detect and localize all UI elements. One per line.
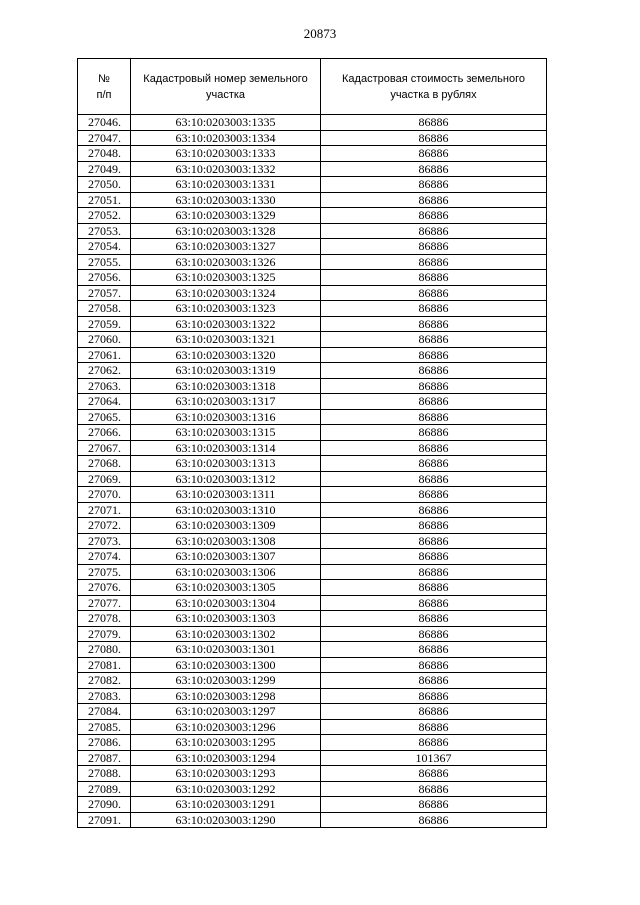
cadastral-number-cell: 63:10:0203003:1322 [131, 316, 321, 332]
cadastral-value-cell: 86886 [321, 192, 547, 208]
table-row [78, 719, 547, 735]
cadastral-value-cell: 86886 [321, 626, 547, 642]
cadastral-value-cell: 86886 [321, 518, 547, 534]
table-row [78, 595, 547, 611]
cadastral-value-cell: 86886 [321, 146, 547, 162]
row-number-cell: 27062. [78, 363, 131, 379]
cadastral-value-cell: 86886 [321, 425, 547, 441]
row-number-cell: 27060. [78, 332, 131, 348]
cadastral-number-cell: 63:10:0203003:1321 [131, 332, 321, 348]
table-row [78, 549, 547, 565]
cadastral-value-cell: 86886 [321, 812, 547, 828]
row-number-cell: 27051. [78, 192, 131, 208]
table-row [78, 642, 547, 658]
cadastral-value-cell: 86886 [321, 177, 547, 193]
cadastral-value-cell: 86886 [321, 533, 547, 549]
row-number-cell: 27085. [78, 719, 131, 735]
row-number-cell: 27087. [78, 750, 131, 766]
row-number-cell: 27061. [78, 347, 131, 363]
cadastral-value-cell: 86886 [321, 161, 547, 177]
table-row [78, 456, 547, 472]
cadastral-value-cell: 86886 [321, 332, 547, 348]
row-number-cell: 27049. [78, 161, 131, 177]
table-row [78, 115, 547, 131]
cadastral-number-cell: 63:10:0203003:1332 [131, 161, 321, 177]
cadastral-value-cell: 86886 [321, 347, 547, 363]
cadastral-number-cell: 63:10:0203003:1293 [131, 766, 321, 782]
table-row [78, 223, 547, 239]
table-row [78, 657, 547, 673]
cadastral-number-cell: 63:10:0203003:1301 [131, 642, 321, 658]
cadastral-number-cell: 63:10:0203003:1316 [131, 409, 321, 425]
table-body [78, 115, 547, 828]
cadastral-number-cell: 63:10:0203003:1334 [131, 130, 321, 146]
cadastral-value-cell: 86886 [321, 471, 547, 487]
table-row [78, 378, 547, 394]
table-row [78, 518, 547, 534]
cadastral-number-cell: 63:10:0203003:1313 [131, 456, 321, 472]
cadastral-value-cell: 86886 [321, 766, 547, 782]
table-row [78, 409, 547, 425]
table-row [78, 580, 547, 596]
table-row [78, 812, 547, 828]
table-row [78, 611, 547, 627]
table-row [78, 270, 547, 286]
page-number: 20873 [303, 26, 337, 41]
row-number-cell: 27072. [78, 518, 131, 534]
row-number-cell: 27055. [78, 254, 131, 270]
cadastral-number-cell: 63:10:0203003:1308 [131, 533, 321, 549]
cadastral-value-cell: 86886 [321, 254, 547, 270]
cadastral-number-cell: 63:10:0203003:1335 [131, 115, 321, 131]
cadastral-value-cell: 86886 [321, 657, 547, 673]
row-number-cell: 27071. [78, 502, 131, 518]
cadastral-number-cell: 63:10:0203003:1307 [131, 549, 321, 565]
header-cadastral-number-text: Кадастровый номер земельного участка [143, 72, 308, 101]
cadastral-number-cell: 63:10:0203003:1297 [131, 704, 321, 720]
table-row [78, 177, 547, 193]
row-number-cell: 27082. [78, 673, 131, 689]
table-row [78, 502, 547, 518]
row-number-cell: 27058. [78, 301, 131, 317]
cadastral-number-cell: 63:10:0203003:1303 [131, 611, 321, 627]
cadastral-value-cell: 86886 [321, 781, 547, 797]
cadastral-number-cell: 63:10:0203003:1320 [131, 347, 321, 363]
cadastral-number-cell: 63:10:0203003:1315 [131, 425, 321, 441]
cadastral-number-cell: 63:10:0203003:1311 [131, 487, 321, 503]
cadastral-number-cell: 63:10:0203003:1305 [131, 580, 321, 596]
cadastral-value-cell: 86886 [321, 704, 547, 720]
cadastral-number-cell: 63:10:0203003:1325 [131, 270, 321, 286]
row-number-cell: 27050. [78, 177, 131, 193]
row-number-cell: 27073. [78, 533, 131, 549]
cadastral-number-cell: 63:10:0203003:1329 [131, 208, 321, 224]
table-row [78, 254, 547, 270]
row-number-cell: 27084. [78, 704, 131, 720]
table-row [78, 394, 547, 410]
row-number-cell: 27079. [78, 626, 131, 642]
row-number-cell: 27046. [78, 115, 131, 131]
cadastral-number-cell: 63:10:0203003:1330 [131, 192, 321, 208]
cadastral-number-cell: 63:10:0203003:1294 [131, 750, 321, 766]
cadastral-number-cell: 63:10:0203003:1312 [131, 471, 321, 487]
row-number-cell: 27056. [78, 270, 131, 286]
cadastral-number-cell: 63:10:0203003:1296 [131, 719, 321, 735]
cadastral-number-cell: 63:10:0203003:1319 [131, 363, 321, 379]
row-number-cell: 27075. [78, 564, 131, 580]
table-row [78, 161, 547, 177]
table-row [78, 735, 547, 751]
cadastral-value-cell: 86886 [321, 285, 547, 301]
cadastral-number-cell: 63:10:0203003:1306 [131, 564, 321, 580]
table-row [78, 347, 547, 363]
table-row [78, 440, 547, 456]
cadastral-number-cell: 63:10:0203003:1318 [131, 378, 321, 394]
cadastral-value-cell: 86886 [321, 611, 547, 627]
cadastral-value-cell: 86886 [321, 487, 547, 503]
table-row [78, 688, 547, 704]
row-number-cell: 27064. [78, 394, 131, 410]
cadastral-number-cell: 63:10:0203003:1324 [131, 285, 321, 301]
cadastral-value-cell: 86886 [321, 394, 547, 410]
cadastral-value-cell: 86886 [321, 688, 547, 704]
row-number-cell: 27090. [78, 797, 131, 813]
row-number-cell: 27052. [78, 208, 131, 224]
cadastral-number-cell: 63:10:0203003:1309 [131, 518, 321, 534]
cadastral-value-cell: 86886 [321, 378, 547, 394]
cadastral-value-cell: 86886 [321, 301, 547, 317]
table-row [78, 673, 547, 689]
cadastral-value-cell: 86886 [321, 270, 547, 286]
row-number-cell: 27048. [78, 146, 131, 162]
row-number-cell: 27066. [78, 425, 131, 441]
table-row [78, 363, 547, 379]
row-number-cell: 27074. [78, 549, 131, 565]
table-row [78, 781, 547, 797]
cadastral-value-cell: 86886 [321, 115, 547, 131]
cadastral-value-cell: 86886 [321, 595, 547, 611]
table-row [78, 239, 547, 255]
row-number-cell: 27068. [78, 456, 131, 472]
cadastral-value-cell: 86886 [321, 673, 547, 689]
header-cadastral-value-text: Кадастровая стоимость земельного участка в рублях [342, 72, 525, 101]
cadastral-number-cell: 63:10:0203003:1299 [131, 673, 321, 689]
cadastral-number-cell: 63:10:0203003:1291 [131, 797, 321, 813]
row-number-cell: 27067. [78, 440, 131, 456]
cadastral-number-cell: 63:10:0203003:1326 [131, 254, 321, 270]
cadastral-value-cell: 86886 [321, 735, 547, 751]
table-row [78, 332, 547, 348]
table-row [78, 750, 547, 766]
row-number-cell: 27078. [78, 611, 131, 627]
cadastral-value-cell: 86886 [321, 549, 547, 565]
cadastral-value-cell: 86886 [321, 130, 547, 146]
cadastral-number-cell: 63:10:0203003:1331 [131, 177, 321, 193]
cadastral-value-cell: 86886 [321, 363, 547, 379]
table-row [78, 766, 547, 782]
cadastral-value-cell: 86886 [321, 409, 547, 425]
row-number-cell: 27088. [78, 766, 131, 782]
table-row [78, 704, 547, 720]
row-number-cell: 27063. [78, 378, 131, 394]
cadastral-number-cell: 63:10:0203003:1333 [131, 146, 321, 162]
row-number-cell: 27086. [78, 735, 131, 751]
row-number-cell: 27083. [78, 688, 131, 704]
cadastral-value-cell: 86886 [321, 239, 547, 255]
table-row [78, 471, 547, 487]
cadastral-number-cell: 63:10:0203003:1323 [131, 301, 321, 317]
cadastral-value-cell: 86886 [321, 564, 547, 580]
table-row [78, 564, 547, 580]
cadastral-number-cell: 63:10:0203003:1298 [131, 688, 321, 704]
row-number-cell: 27089. [78, 781, 131, 797]
table-row [78, 533, 547, 549]
header-cadastral-number [131, 59, 321, 115]
cadastral-number-cell: 63:10:0203003:1292 [131, 781, 321, 797]
row-number-cell: 27081. [78, 657, 131, 673]
cadastral-number-cell: 63:10:0203003:1290 [131, 812, 321, 828]
cadastral-number-cell: 63:10:0203003:1300 [131, 657, 321, 673]
cadastral-value-table [77, 58, 547, 828]
table-row [78, 301, 547, 317]
header-cadastral-value [321, 59, 547, 115]
cadastral-value-cell: 86886 [321, 456, 547, 472]
row-number-cell: 27080. [78, 642, 131, 658]
row-number-cell: 27070. [78, 487, 131, 503]
cadastral-number-cell: 63:10:0203003:1310 [131, 502, 321, 518]
row-number-cell: 27091. [78, 812, 131, 828]
cadastral-number-cell: 63:10:0203003:1302 [131, 626, 321, 642]
cadastral-number-cell: 63:10:0203003:1327 [131, 239, 321, 255]
row-number-cell: 27076. [78, 580, 131, 596]
row-number-cell: 27059. [78, 316, 131, 332]
table-row [78, 146, 547, 162]
row-number-cell: 27069. [78, 471, 131, 487]
row-number-cell: 27053. [78, 223, 131, 239]
row-number-cell: 27054. [78, 239, 131, 255]
header-row-number [78, 59, 131, 115]
header-row-number-text: № п/п [96, 72, 112, 101]
table-row [78, 130, 547, 146]
table-row [78, 316, 547, 332]
cadastral-value-cell: 86886 [321, 502, 547, 518]
cadastral-value-cell: 86886 [321, 208, 547, 224]
cadastral-number-cell: 63:10:0203003:1317 [131, 394, 321, 410]
table-header-row [78, 59, 547, 115]
row-number-cell: 27077. [78, 595, 131, 611]
row-number-cell: 27057. [78, 285, 131, 301]
row-number-cell: 27047. [78, 130, 131, 146]
table-row [78, 208, 547, 224]
table-row [78, 487, 547, 503]
table-row [78, 425, 547, 441]
cadastral-number-cell: 63:10:0203003:1328 [131, 223, 321, 239]
table-row [78, 285, 547, 301]
cadastral-value-cell: 86886 [321, 797, 547, 813]
table-row [78, 626, 547, 642]
cadastral-value-cell: 86886 [321, 719, 547, 735]
table-row [78, 192, 547, 208]
cadastral-value-cell: 86886 [321, 642, 547, 658]
cadastral-value-cell: 86886 [321, 223, 547, 239]
cadastral-number-cell: 63:10:0203003:1304 [131, 595, 321, 611]
table-row [78, 797, 547, 813]
row-number-cell: 27065. [78, 409, 131, 425]
cadastral-number-cell: 63:10:0203003:1295 [131, 735, 321, 751]
cadastral-value-cell: 101367 [321, 750, 547, 766]
cadastral-value-cell: 86886 [321, 316, 547, 332]
cadastral-value-cell: 86886 [321, 580, 547, 596]
cadastral-number-cell: 63:10:0203003:1314 [131, 440, 321, 456]
cadastral-value-cell: 86886 [321, 440, 547, 456]
